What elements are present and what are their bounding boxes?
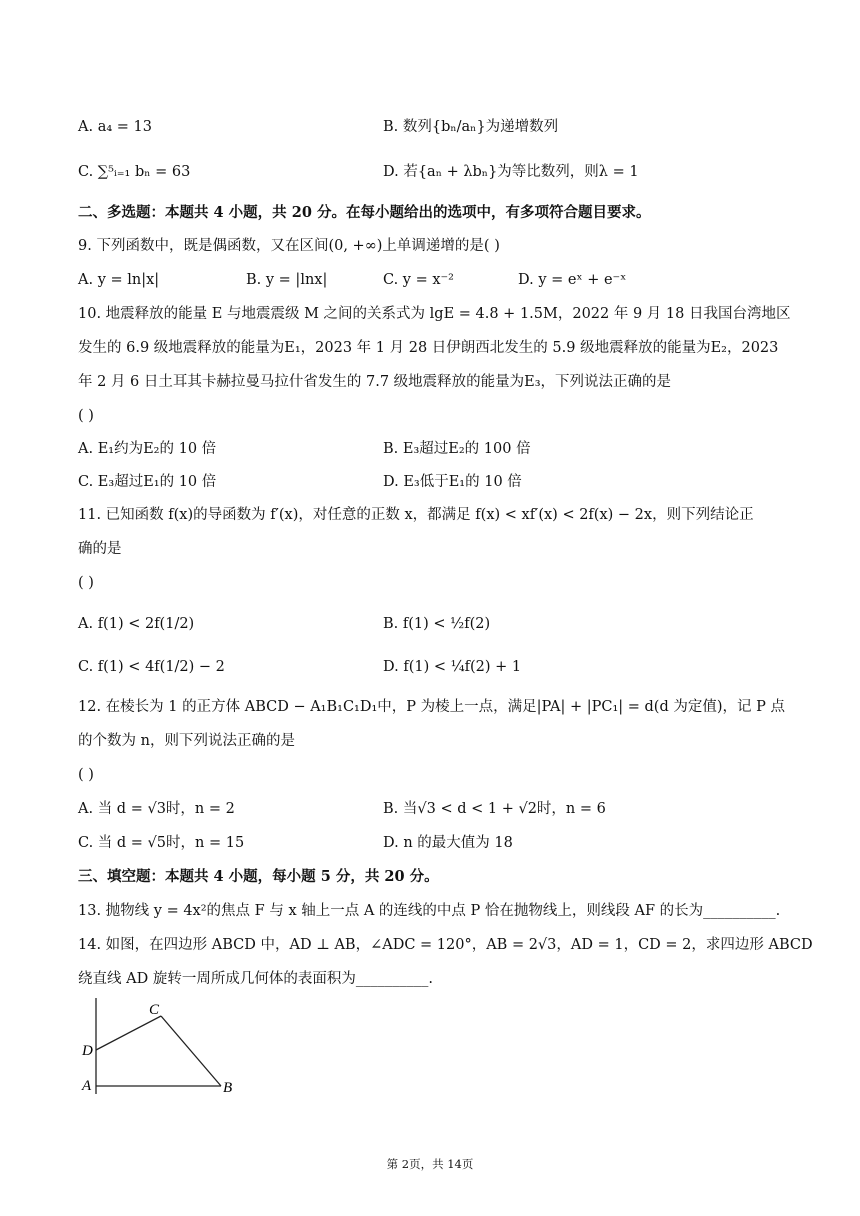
edge-dc bbox=[96, 1016, 161, 1050]
q11-option-b: B. f(1) < ½f(2) bbox=[383, 616, 491, 632]
q11-paren: ( ) bbox=[78, 575, 94, 591]
q11-line1: 11. 已知函数 f(x)的导函数为 f′(x)，对任意的正数 x，都满足 f(x) < xf′(x) < 2f(x) − 2x，则下列结论正 bbox=[78, 507, 754, 523]
q9-option-d: D. y = eˣ + e⁻ˣ bbox=[518, 272, 627, 288]
q11-option-d: D. f(1) < ¼f(2) + 1 bbox=[383, 659, 522, 675]
label-c: C bbox=[149, 1002, 160, 1018]
q8-option-a: A. a₄ = 13 bbox=[78, 119, 152, 135]
quadrilateral-figure bbox=[78, 998, 248, 1098]
q10-option-c: C. E₃超过E₁的 10 倍 bbox=[78, 474, 217, 490]
q12-line1: 12. 在棱长为 1 的正方体 ABCD − A₁B₁C₁D₁中，P 为棱上一点，满足|PA| + |PC₁| = d(d 为定值)，记 P 点 bbox=[78, 699, 785, 715]
q14-line1: 14. 如图，在四边形 ABCD 中，AD ⊥ AB，∠ADC = 120°，AB = 2√3，AD = 1，CD = 2，求四边形 ABCD bbox=[78, 937, 813, 953]
q12-option-b: B. 当√3 < d < 1 + √2时，n = 6 bbox=[383, 801, 606, 817]
q12-line2: 的个数为 n，则下列说法正确的是 bbox=[78, 733, 295, 749]
q9-option-a: A. y = ln|x| bbox=[78, 272, 160, 288]
edge-cb bbox=[161, 1016, 221, 1086]
section2-heading: 二、多选题：本题共 4 小题，共 20 分。在每小题给出的选项中，有多项符合题目要求。 bbox=[78, 204, 651, 221]
q11-option-c: C. f(1) < 4f(1/2) − 2 bbox=[78, 659, 225, 675]
q11-option-a: A. f(1) < 2f(1/2) bbox=[78, 616, 195, 632]
q12-option-a: A. 当 d = √3时，n = 2 bbox=[78, 801, 235, 817]
page-footer: 第 2页，共 14页 bbox=[386, 1157, 474, 1171]
label-b: B bbox=[223, 1080, 233, 1096]
q11-line2: 确的是 bbox=[78, 541, 122, 557]
q10-option-d: D. E₃低于E₁的 10 倍 bbox=[383, 474, 522, 490]
q10-line3: 年 2 月 6 日土耳其卡赫拉曼马拉什省发生的 7.7 级地震释放的能量为E₃，下列说法正确的是 bbox=[78, 374, 672, 390]
q10-option-a: A. E₁约为E₂的 10 倍 bbox=[78, 441, 217, 457]
section3-heading: 三、填空题：本题共 4 小题，每小题 5 分，共 20 分。 bbox=[78, 868, 439, 885]
q9-stem: 9. 下列函数中，既是偶函数，又在区间(0, +∞)上单调递增的是( ) bbox=[78, 238, 500, 254]
q13-stem: 13. 抛物线 y = 4x²的焦点 F 与 x 轴上一点 A 的连线的中点 P 恰在抛物线上，则线段 AF 的长为__________. bbox=[78, 903, 781, 919]
q8-option-c: C. ∑⁵ᵢ₌₁ bₙ = 63 bbox=[78, 164, 191, 180]
q12-option-c: C. 当 d = √5时，n = 15 bbox=[78, 835, 245, 851]
q8-option-d: D. 若{aₙ + λbₙ}为等比数列，则λ = 1 bbox=[383, 164, 639, 180]
q9-option-b: B. y = |lnx| bbox=[246, 272, 328, 288]
q10-line2: 发生的 6.9 级地震释放的能量为E₁，2023 年 1 月 28 日伊朗西北发生的 5.9 级地震释放的能量为E₂，2023 bbox=[78, 340, 779, 356]
q12-option-d: D. n 的最大值为 18 bbox=[383, 835, 513, 851]
q9-option-c: C. y = x⁻² bbox=[383, 272, 454, 288]
q12-paren: ( ) bbox=[78, 767, 94, 783]
q10-option-b: B. E₃超过E₂的 100 倍 bbox=[383, 441, 531, 457]
q10-line1: 10. 地震释放的能量 E 与地震震级 M 之间的关系式为 lgE = 4.8 + 1.5M，2022 年 9 月 18 日我国台湾地区 bbox=[78, 306, 791, 322]
q14-line2: 绕直线 AD 旋转一周所成几何体的表面积为__________. bbox=[78, 971, 433, 987]
q8-option-b: B. 数列{bₙ/aₙ}为递增数列 bbox=[383, 119, 559, 135]
label-a: A bbox=[82, 1078, 92, 1094]
q10-paren: ( ) bbox=[78, 408, 94, 424]
label-d: D bbox=[82, 1043, 93, 1059]
